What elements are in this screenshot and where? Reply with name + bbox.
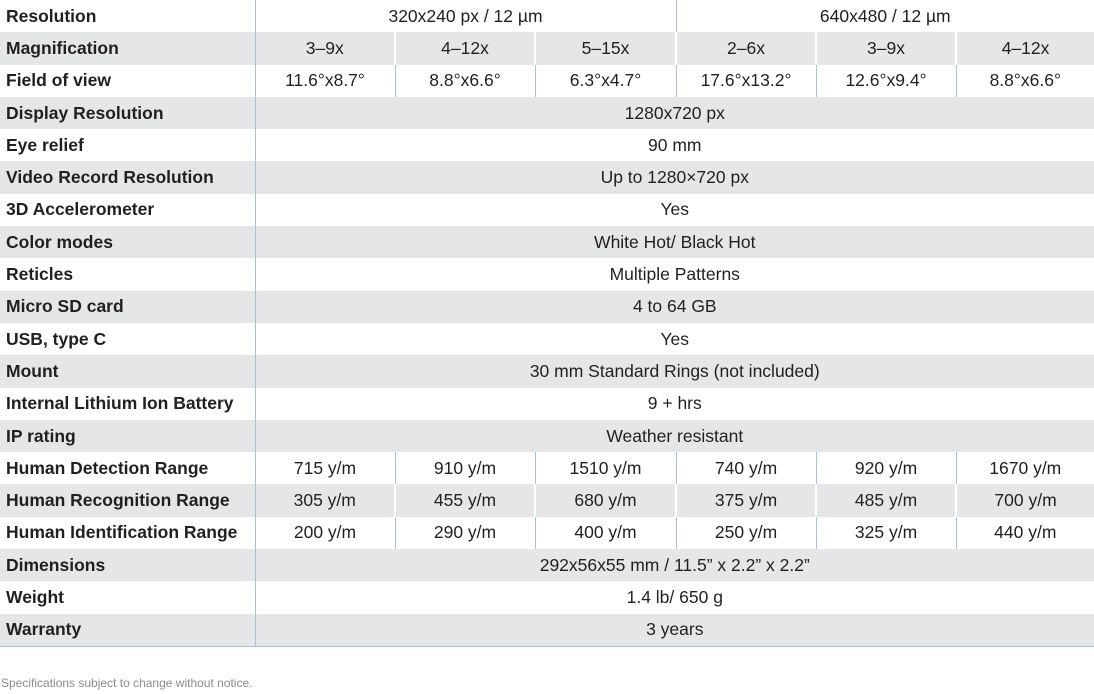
cell-value: 400 y/m (535, 517, 676, 549)
row-label: Weight (0, 581, 255, 613)
cell-value: 5–15x (535, 32, 676, 64)
cell-value: 200 y/m (255, 517, 395, 549)
row-video-record-resolution (0, 161, 1094, 193)
row-label: Micro SD card (0, 291, 255, 323)
row-label: Human Identification Range (0, 517, 255, 549)
row-human-identification-range (0, 517, 1094, 549)
cell-value: 8.8°x6.6° (395, 65, 535, 97)
row-label: Eye relief (0, 129, 255, 161)
row-label: Dimensions (0, 549, 255, 581)
cell-value: 910 y/m (395, 452, 535, 484)
row-resolution (0, 0, 1094, 32)
cell-value: 90 mm (648, 134, 702, 155)
cell-value: 1280x720 px (255, 97, 1094, 129)
cell-value: 485 y/m (816, 484, 956, 516)
row-label: Reticles (0, 258, 255, 290)
row-label: Video Record Resolution (0, 161, 255, 193)
cell-value: 12.6°x9.4° (816, 65, 956, 97)
row-warranty (0, 614, 1094, 647)
row-label: 3D Accelerometer (0, 194, 255, 226)
row-battery (0, 388, 1094, 420)
row-label: Magnification (0, 32, 255, 64)
cell-value: 6.3°x4.7° (535, 65, 676, 97)
cell-value: 3–9x (816, 32, 956, 64)
cell-value: 320x240 px / 12 µm (255, 0, 676, 32)
row-label: Human Recognition Range (0, 484, 255, 516)
cell-value: 9 + hrs (647, 393, 702, 414)
cell-value: 17.6°x13.2° (676, 65, 816, 97)
row-dimensions (0, 549, 1094, 581)
row-label: Field of view (0, 65, 255, 97)
cell-value: 325 y/m (816, 517, 956, 549)
row-display-resolution (0, 97, 1094, 129)
row-label: USB, type C (0, 323, 255, 355)
cell-value: 4–12x (956, 32, 1094, 64)
row-magnification (0, 32, 1094, 64)
cell-value: 3–9x (255, 32, 395, 64)
row-color-modes (0, 226, 1094, 258)
cell-value: 4 to 64 GB (255, 291, 1094, 323)
row-ip-rating (0, 420, 1094, 452)
cell-value: 8.8°x6.6° (989, 70, 1061, 91)
cell-value: Up to 1280×720 px (255, 161, 1094, 193)
cell-value: 740 y/m (676, 452, 816, 484)
cell-value: White Hot/ Black Hot (255, 226, 1094, 258)
row-label: Internal Lithium Ion Battery (0, 388, 255, 420)
row-field-of-view (0, 65, 1094, 97)
cell-value: 1.4 lb/ 650 g (626, 586, 723, 607)
cell-value: 680 y/m (535, 484, 676, 516)
row-human-recognition-range (0, 484, 1094, 516)
cell-value: 1510 y/m (535, 452, 676, 484)
row-usb (0, 323, 1094, 355)
cell-value: 375 y/m (676, 484, 816, 516)
cell-value: 3 years (255, 614, 1094, 647)
cell-value: 305 y/m (255, 484, 395, 516)
cell-value: 640x480 / 12 µm (819, 5, 951, 26)
cell-value: 1670 y/m (989, 457, 1062, 478)
cell-value: 250 y/m (676, 517, 816, 549)
row-label: Color modes (0, 226, 255, 258)
row-label: Human Detection Range (0, 452, 255, 484)
cell-value: 455 y/m (395, 484, 535, 516)
row-label: IP rating (0, 420, 255, 452)
cell-value: 440 y/m (994, 522, 1057, 543)
cell-value: 30 mm Standard Rings (not included) (255, 355, 1094, 387)
row-weight (0, 581, 1094, 613)
row-eye-relief (0, 129, 1094, 161)
cell-value: Multiple Patterns (609, 264, 740, 285)
row-label: Warranty (0, 614, 255, 647)
cell-value: 920 y/m (816, 452, 956, 484)
row-label: Resolution (0, 0, 255, 32)
row-mount (0, 355, 1094, 387)
row-human-detection-range (0, 452, 1094, 484)
cell-value: Yes (660, 328, 690, 349)
row-reticles (0, 258, 1094, 290)
cell-value: 715 y/m (255, 452, 395, 484)
cell-value: 2–6x (676, 32, 816, 64)
cell-value: Weather resistant (255, 420, 1094, 452)
cell-value: 700 y/m (956, 484, 1094, 516)
cell-value: Yes (660, 199, 690, 220)
cell-value: 11.6°x8.7° (255, 65, 395, 97)
cell-value: 292x56x55 mm / 11.5” x 2.2” x 2.2” (255, 549, 1094, 581)
cell-value: 290 y/m (395, 517, 535, 549)
footnote: Specifications subject to change without notice. (1, 676, 253, 690)
row-3d-accelerometer (0, 194, 1094, 226)
row-label: Display Resolution (0, 97, 255, 129)
row-label: Mount (0, 355, 255, 387)
cell-value: 4–12x (395, 32, 535, 64)
row-micro-sd-card (0, 291, 1094, 323)
